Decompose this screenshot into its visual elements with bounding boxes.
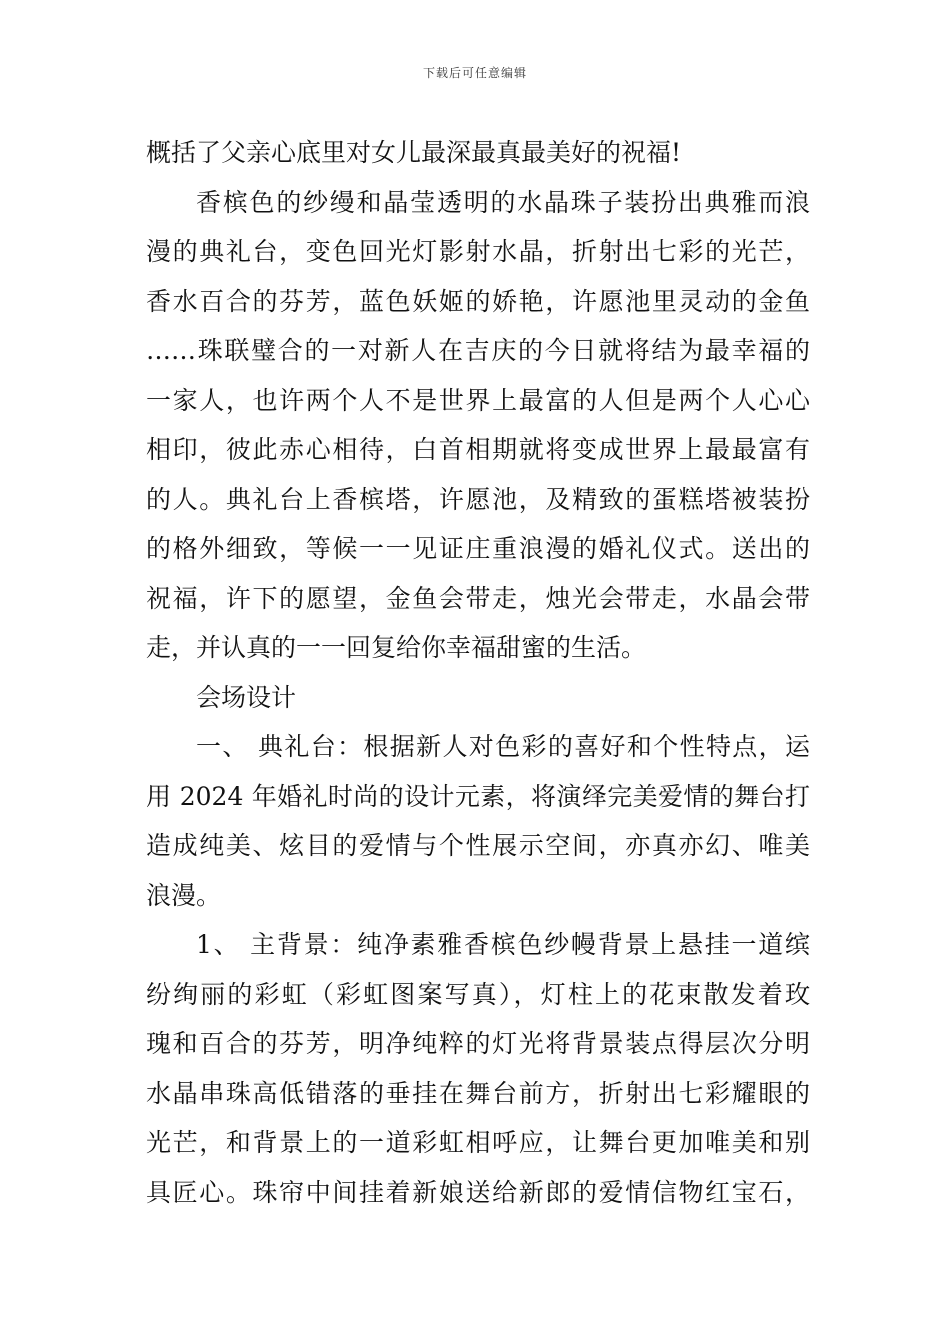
paragraph-line: 祝福，许下的愿望，金鱼会带走，烛光会带走，水晶会带 [146, 583, 810, 613]
paragraph-line: 用 2024 年婚礼时尚的设计元素，将演绎完美爱情的舞台打 [146, 781, 810, 811]
paragraph-line: 的格外细致，等候一一见证庄重浪漫的婚礼仪式。送出的 [146, 534, 810, 563]
paragraph-line: 具匠心。珠帘中间挂着新娘送给新郎的爱情信物红宝石， [146, 1177, 810, 1207]
paragraph-line: 一家人，也许两个人不是世界上最富的人但是两个人心心 [146, 385, 810, 415]
paragraph-line: 香水百合的芬芳，蓝色妖姬的娇艳，许愿池里灵动的金鱼 [146, 286, 810, 316]
paragraph-line: 水晶串珠高低错落的垂挂在舞台前方，折射出七彩耀眼的 [146, 1078, 810, 1108]
paragraph-line: 走，并认真的一一回复给你幸福甜蜜的生活。 [146, 633, 647, 662]
page-header: 下载后可任意编辑 [422, 66, 527, 80]
section-heading: 会场设计 [196, 682, 297, 712]
paragraph-line: 一、 典礼台：根据新人对色彩的喜好和个性特点，运 [196, 732, 810, 761]
paragraph-line: 概括了父亲心底里对女儿最深最真最美好的祝福! [146, 138, 682, 167]
paragraph-line: 造成纯美、炫目的爱情与个性展示空间，亦真亦幻、唯美 [146, 831, 810, 860]
paragraph-line: ……珠联璧合的一对新人在吉庆的今日就将结为最幸福的 [146, 336, 810, 365]
paragraph-line: 光芒，和背景上的一道彩虹相呼应，让舞台更加唯美和别 [146, 1128, 810, 1157]
paragraph-line: 1、 主背景：纯净素雅香槟色纱幔背景上悬挂一道缤 [196, 930, 810, 959]
paragraph-line: 相印，彼此赤心相待，白首相期就将变成世界上最最富有 [146, 435, 810, 464]
body-text [146, 128, 810, 1217]
paragraph-line: 纷绚丽的彩虹（彩虹图案写真），灯柱上的花束散发着玫 [146, 979, 810, 1009]
paragraph-line: 漫的典礼台，变色回光灯影射水晶，折射出七彩的光芒， [146, 237, 810, 266]
paragraph-line: 浪漫。 [146, 880, 222, 910]
paragraph-line: 香槟色的纱缦和晶莹透明的水晶珠子装扮出典雅而浪 [196, 187, 810, 217]
paragraph-line: 瑰和百合的芬芳，明净纯粹的灯光将背景装点得层次分明 [146, 1029, 810, 1058]
paragraph-line: 的人。典礼台上香槟塔，许愿池，及精致的蛋糕塔被装扮 [146, 484, 810, 514]
